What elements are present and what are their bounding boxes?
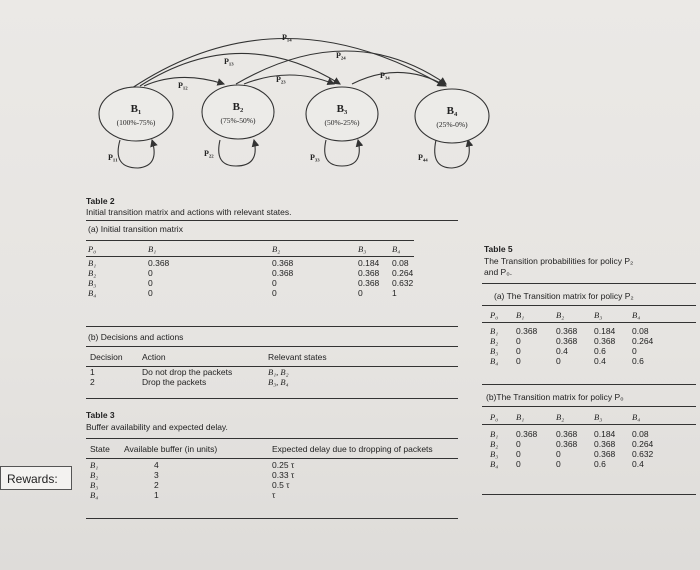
table-row: B₁ 0.368 0.368 0.184 0.08 xyxy=(490,326,649,336)
state-b4-name: B₄ xyxy=(446,105,458,117)
table-header-row: P₀ B₁ B₂ B₃ B₄ xyxy=(88,244,401,254)
table-row: 1 Do not drop the packets B₁, B₂ xyxy=(90,367,289,377)
label-p14: P₁₄ xyxy=(282,33,292,42)
loop-p22 xyxy=(219,140,255,166)
table-row: B₄ 0 0 0.4 0.6 xyxy=(490,356,644,366)
state-b3-range: (50%-25%) xyxy=(324,118,360,127)
table-row: B₃ 0 0 0.368 0.632 xyxy=(88,278,414,288)
table5-caption-1: The Transition probabilities for policy P₂ xyxy=(484,256,634,266)
table-row: B₄ 1 τ xyxy=(90,490,276,500)
table-row: B₁ 0.368 0.368 0.184 0.08 xyxy=(88,258,409,268)
label-p13: P₁₃ xyxy=(224,57,234,66)
table2a-matrix xyxy=(84,244,417,298)
arc-p23 xyxy=(244,75,334,84)
table-row: 2 Drop the packets B₃, B₄ xyxy=(90,377,289,387)
table3-buffer xyxy=(86,444,437,500)
loop-p44 xyxy=(435,140,470,168)
label-p12: P₁₂ xyxy=(178,81,188,90)
table-row: B₂ 0 0.368 0.368 0.264 xyxy=(88,268,414,278)
state-b2-range: (75%-50%) xyxy=(220,116,256,125)
label-p11: P₁₁ xyxy=(108,153,118,162)
table5b-matrix xyxy=(486,412,657,469)
loop-p11 xyxy=(118,140,154,168)
table2a-title: (a) Initial transition matrix xyxy=(88,224,183,234)
state-transition-diagram xyxy=(0,0,700,200)
label-p22: P₂₂ xyxy=(204,149,214,158)
table5b-title: (b)The Transition matrix for policy P₀ xyxy=(486,392,624,402)
label-p24: P₂₄ xyxy=(336,51,346,60)
table-row: B₃ 2 0.5 τ xyxy=(90,480,290,490)
table-row: B₂ 0 0.368 0.368 0.264 xyxy=(490,439,654,449)
table-row: B₂ 3 0.33 τ xyxy=(90,470,295,480)
label-p23: P₂₃ xyxy=(276,75,286,84)
label-p44: P₄₄ xyxy=(418,153,428,162)
rewards-label: Rewards: xyxy=(0,466,72,490)
state-b2-name: B₂ xyxy=(232,101,244,113)
table-row: B₃ 0 0 0.368 0.632 xyxy=(490,449,654,459)
table3-caption: Buffer availability and expected delay. xyxy=(86,422,228,432)
state-b1-name: B₁ xyxy=(130,103,142,115)
table-row: B₄ 0 0 0 1 xyxy=(88,288,397,298)
table3-title: Table 3 xyxy=(86,410,115,420)
table-row: B₃ 0 0.4 0.6 0 xyxy=(490,346,637,356)
state-b3-name: B₃ xyxy=(336,103,348,115)
table-header-row: Decision Action Relevant states xyxy=(90,352,327,362)
table5-caption-2: and P₀. xyxy=(484,267,513,277)
table-row: B₁ 0.368 0.368 0.184 0.08 xyxy=(490,429,649,439)
table5a-title: (a) The Transition matrix for policy P₂ xyxy=(494,291,634,301)
label-p33: P₃₃ xyxy=(310,153,320,162)
state-b1-range: (100%-75%) xyxy=(116,118,156,127)
state-b4-range: (25%-0%) xyxy=(436,120,468,129)
table5-title: Table 5 xyxy=(484,244,513,254)
loop-p33 xyxy=(325,140,360,166)
table-header-row: P₀ B₁ B₂ B₃ B₄ xyxy=(490,310,641,320)
table-header-row: State Available buffer (in units) Expected delay due to dropping of packets xyxy=(90,444,433,454)
table-row: B₁ 4 0.25 τ xyxy=(90,460,295,470)
table-header-row: P₀ B₁ B₂ B₃ B₄ xyxy=(490,412,641,422)
table2-title: Table 2 xyxy=(86,196,115,206)
table2b-actions xyxy=(86,352,331,387)
table5a-matrix xyxy=(486,310,657,366)
table2b-title: (b) Decisions and actions xyxy=(88,332,184,342)
table-row: B₂ 0 0.368 0.368 0.264 xyxy=(490,336,654,346)
table-row: B₄ 0 0 0.6 0.4 xyxy=(490,459,644,469)
table2-caption: Initial transition matrix and actions with relevant states. xyxy=(86,207,292,217)
label-p34: P₃₄ xyxy=(380,71,390,80)
